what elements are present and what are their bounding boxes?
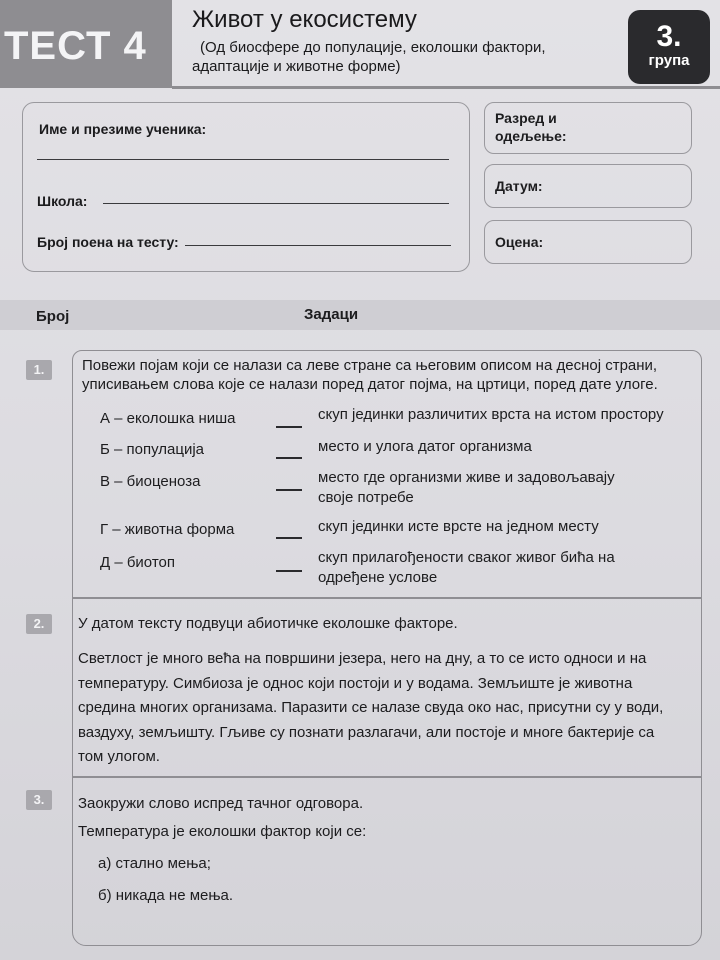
name-field[interactable] (37, 159, 449, 160)
task-3-instruction: Заокружи слово испред тачног одговора. (78, 795, 364, 812)
task-1-instruction-line-1: Повежи појам који се налази са леве стране са његовим описом на десној страни, (82, 357, 658, 374)
test-label-band (0, 0, 172, 88)
subtitle-line-2: адаптације и животне форме) (192, 58, 401, 75)
tasks-table-header (0, 300, 720, 330)
group-number: 3. (656, 20, 682, 53)
description-2: место и улога датог организма (318, 438, 532, 455)
class-label-line-2: одељење: (495, 128, 567, 144)
description-3-line-1: место где организми живе и задовољавају (318, 469, 615, 486)
description-5-line-1: скуп прилагођености сваког живог бића на (318, 549, 615, 566)
task-2-paragraph-line-1[interactable]: Светлост је много већа на површини језера, него на дну, а то се исто односи и на (78, 650, 647, 667)
task-divider-1 (72, 597, 702, 599)
term-a: А – еколошка ниша (100, 410, 236, 427)
date-label: Датум: (495, 178, 543, 194)
points-field[interactable] (185, 245, 451, 246)
page-title: Живот у екосистему (192, 6, 417, 33)
date-box[interactable] (484, 164, 692, 208)
answer-blank-g[interactable] (276, 537, 302, 539)
student-info-box (22, 102, 470, 272)
subtitle-line-1: (Од биосфере до популације, еколошки фактори, (200, 39, 546, 56)
task-2-number: 2. (26, 614, 52, 634)
test-label: ТЕСТ 4 (4, 24, 147, 68)
answer-blank-v[interactable] (276, 489, 302, 491)
task-2-paragraph-line-2[interactable]: температуру. Симбиоза је однос који постоји и у водама. Земљиште је животна (78, 675, 633, 692)
tasks-column-header: Задаци (304, 306, 359, 323)
term-g: Г – животна форма (100, 521, 235, 538)
task-3-option-a[interactable]: а) стално мења; (98, 855, 211, 872)
grade-label: Оцена: (495, 234, 544, 250)
header-rule (172, 86, 720, 89)
task-2-paragraph-line-4[interactable]: ваздуху, земљишту. Гљиве су познати разлагачи, али постоје и многе бактерије са (78, 724, 655, 741)
description-5-line-2: одређене услове (318, 569, 438, 586)
term-b: Б – популација (100, 441, 205, 458)
task-1-number: 1. (26, 360, 52, 380)
description-4: скуп јединки исте врсте на једном месту (318, 518, 599, 535)
group-word: група (648, 52, 690, 69)
group-badge (628, 10, 710, 84)
description-3-line-2: своје потребе (318, 489, 414, 506)
class-box[interactable] (484, 102, 692, 154)
number-column-header: Број (36, 308, 70, 325)
answer-blank-b[interactable] (276, 457, 302, 459)
task-3-question: Температура је еколошки фактор који се: (78, 823, 367, 840)
class-label-line-1: Разред и (495, 110, 557, 126)
points-label: Број поена на тесту: (37, 234, 179, 250)
term-v: В – биоценоза (100, 473, 201, 490)
answer-blank-d[interactable] (276, 570, 302, 572)
task-3-number: 3. (26, 790, 52, 810)
description-1: скуп јединки различитих врста на истом простору (318, 406, 664, 423)
answer-blank-a[interactable] (276, 426, 302, 428)
task-2-paragraph-line-5[interactable]: том улогом. (78, 748, 160, 765)
task-divider-2 (72, 776, 702, 778)
grade-box[interactable] (484, 220, 692, 264)
school-field[interactable] (103, 203, 449, 204)
task-2-paragraph-line-3[interactable]: средина многих организама. Паразити се налазе свуда око нас, присутни су у води, (78, 699, 664, 716)
task-2-instruction: У датом тексту подвуци абиотичке еколошке факторе. (78, 615, 458, 632)
task-1-instruction-line-2: уписивањем слова које се налази поред датог појма, на цртици, поред дате улоге. (82, 376, 658, 393)
term-d: Д – биотоп (100, 554, 175, 571)
task-3-option-b[interactable]: б) никада не мења. (98, 887, 234, 904)
school-label: Школа: (37, 193, 88, 209)
name-label: Име и презиме ученика: (39, 121, 207, 137)
